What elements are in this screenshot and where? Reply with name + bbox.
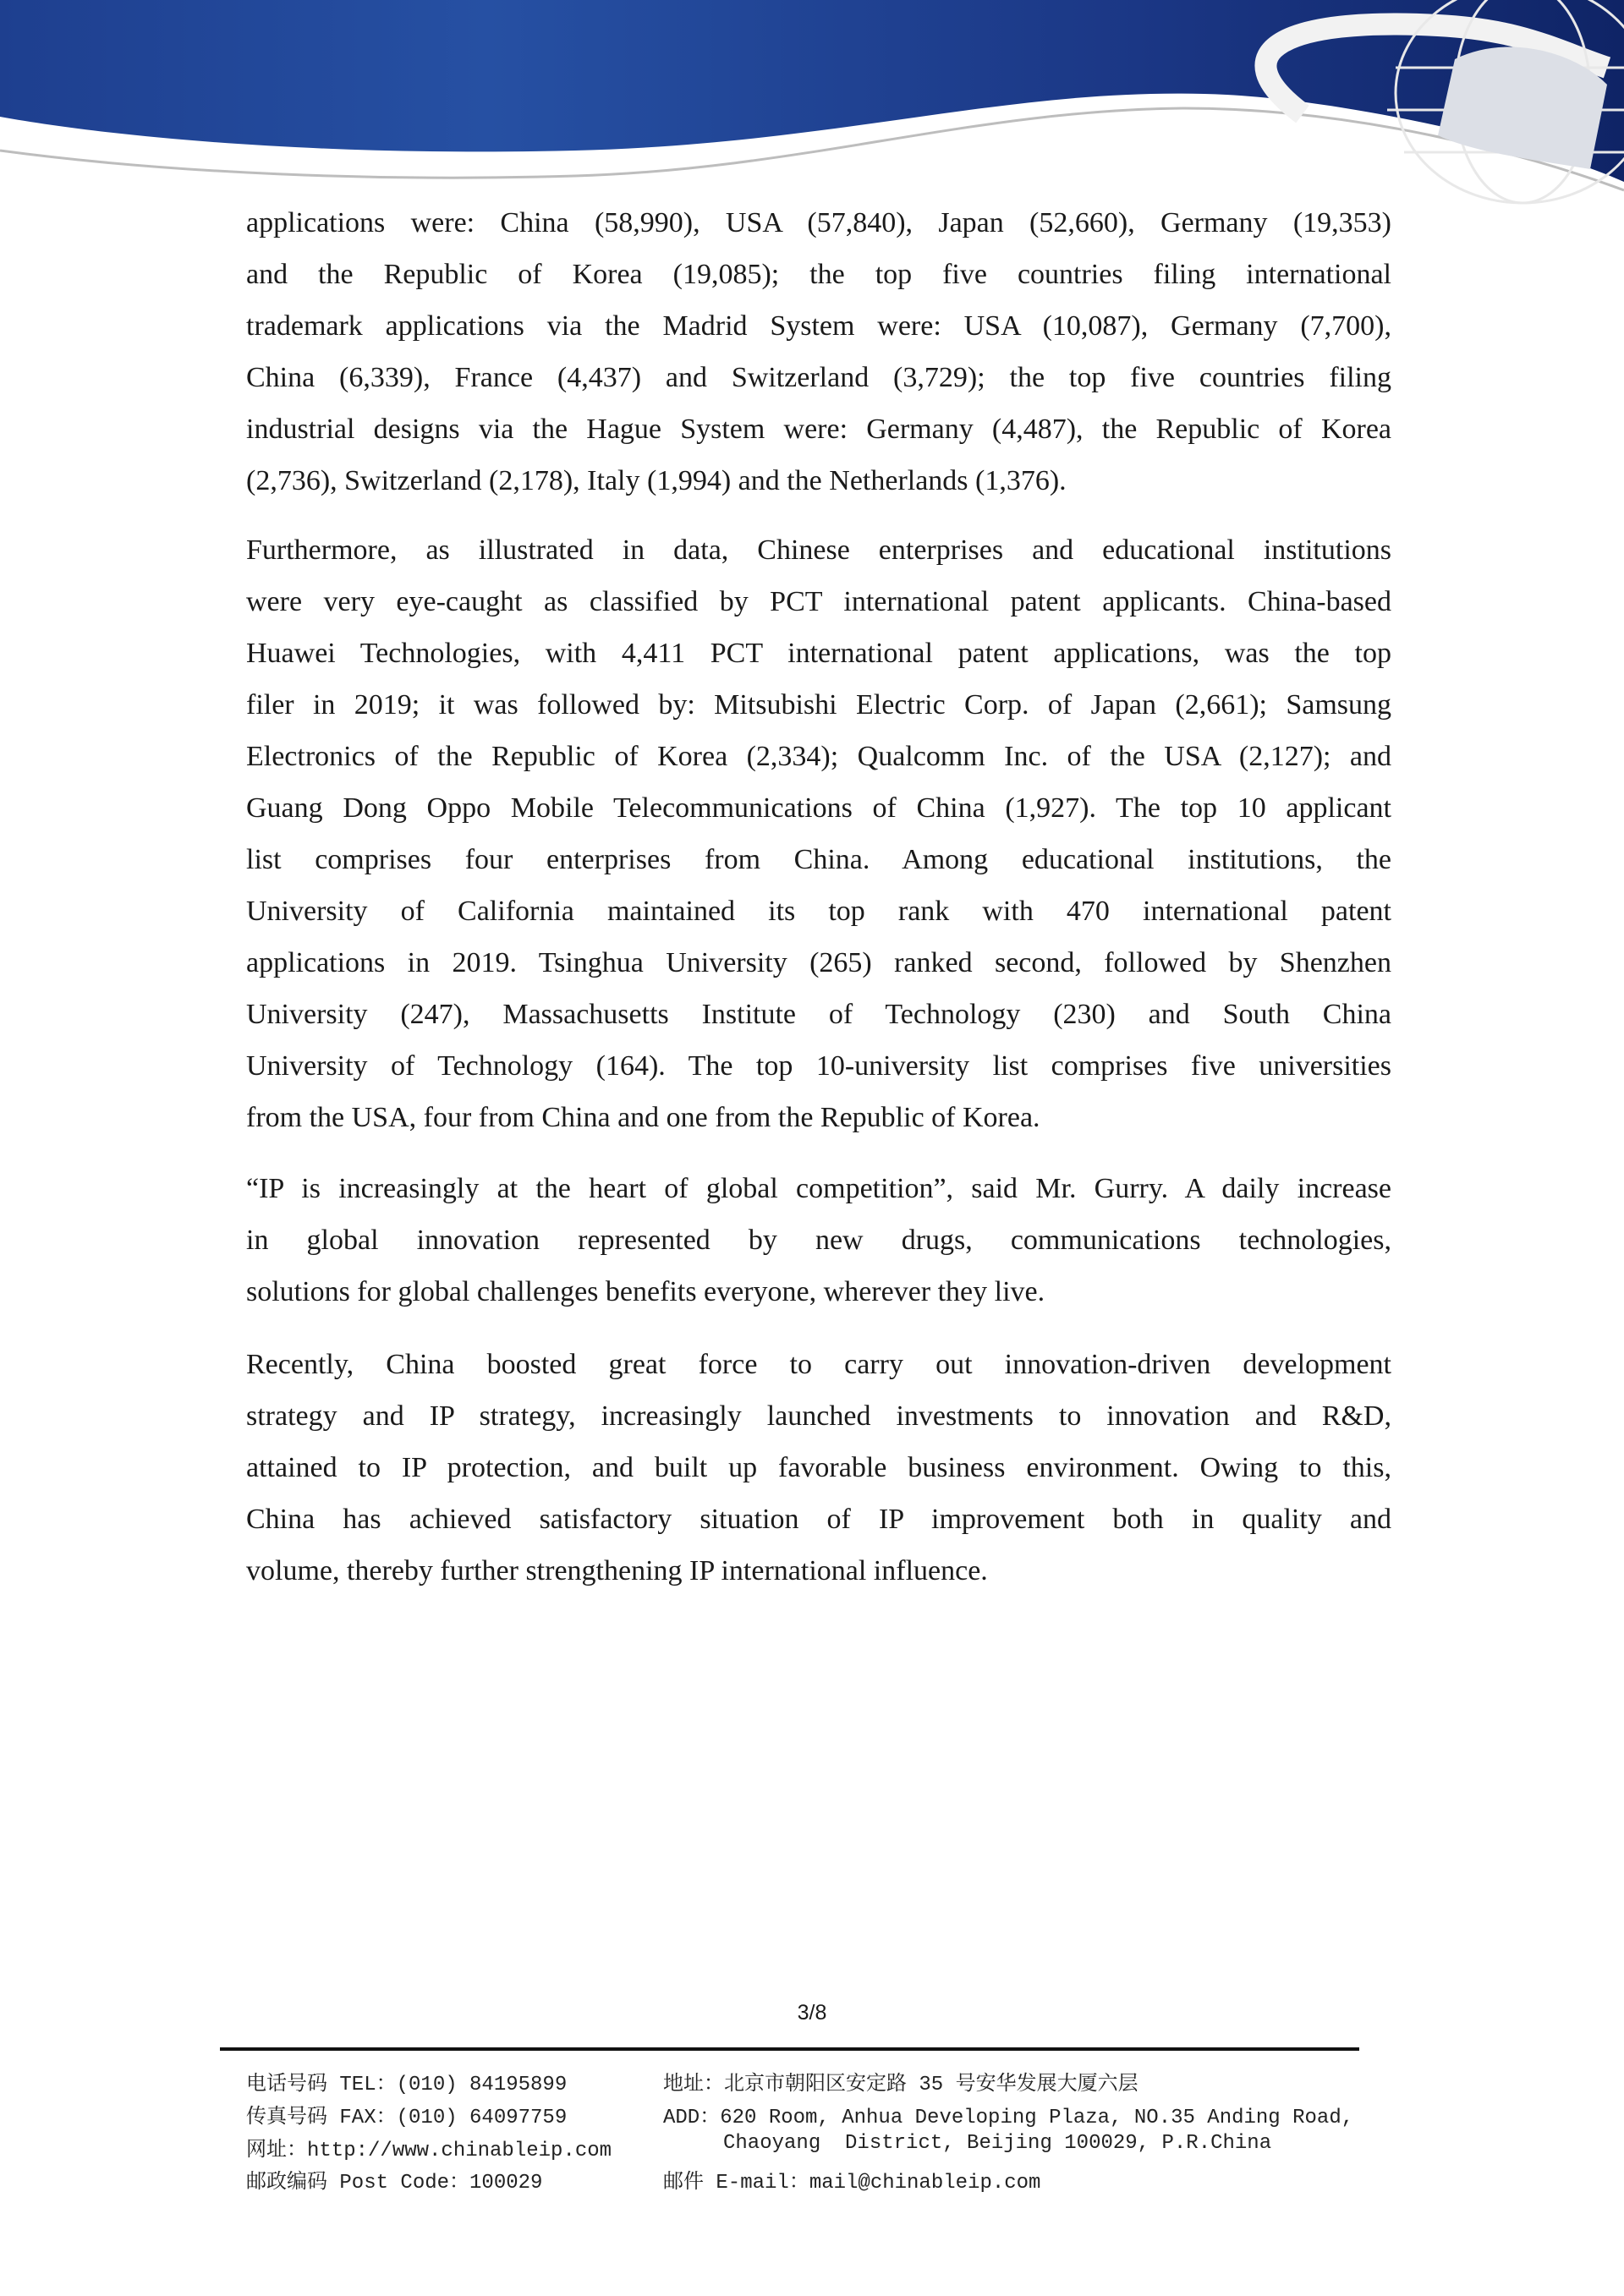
text-line: China has achieved satisfactory situation of IP improvement both in quality and: [246, 1504, 1391, 1535]
paragraph: [246, 524, 1391, 1143]
text-line: filer in 2019; it was followed by: Mitsubishi Electric Corp. of Japan (2,661); Samsung: [246, 689, 1391, 721]
footer-divider: [220, 2047, 1359, 2051]
text-line: strategy and IP strategy, increasingly launched investments to innovation and R&D,: [246, 1400, 1391, 1432]
text-line: list comprises four enterprises from China. Among educational institutions, the: [246, 844, 1391, 875]
text-line: University of California maintained its top rank with 470 international patent: [246, 896, 1391, 927]
footer-address-en-2: Chaoyang District, Beijing 100029, P.R.China: [723, 2132, 1272, 2155]
text-line: industrial designs via the Hague System were: Germany (4,487), the Republic of Korea: [246, 414, 1391, 445]
footer-fax: 传真号码 FAX：(010) 64097759: [246, 2107, 568, 2129]
text-line: (2,736), Switzerland (2,178), Italy (1,994) and the Netherlands (1,376).: [246, 465, 1067, 496]
header-banner: [0, 0, 1624, 220]
paragraph: [246, 1163, 1391, 1318]
page-number: 3/8: [797, 2001, 827, 2025]
text-line: trademark applications via the Madrid System were: USA (10,087), Germany (7,700),: [246, 310, 1391, 342]
text-line: University (247), Massachusetts Institute of Technology (230) and South China: [246, 999, 1391, 1030]
footer-tel: 电话号码 TEL：(010) 84195899: [246, 2074, 568, 2096]
text-line: University of Technology (164). The top 10-university list comprises five universities: [246, 1050, 1391, 1082]
text-line: Guang Dong Oppo Mobile Telecommunications of China (1,927). The top 10 applicant: [246, 792, 1391, 824]
footer-email[interactable]: 邮件 E-mail：mail@chinableip.com: [663, 2172, 1041, 2195]
text-line: Recently, China boosted great force to carry out innovation-driven development: [246, 1349, 1391, 1380]
text-line: Huawei Technologies, with 4,411 PCT international patent applications, was the top: [246, 638, 1391, 669]
text-line: China (6,339), France (4,437) and Switzerland (3,729); the top five countries filing: [246, 362, 1391, 393]
text-line: applications were: China (58,990), USA (57,840), Japan (52,660), Germany (19,353): [246, 207, 1391, 238]
paragraph: [246, 1339, 1391, 1597]
footer-postcode: 邮政编码 Post Code：100029: [246, 2172, 543, 2195]
text-line: Furthermore, as illustrated in data, Chinese enterprises and educational institutions: [246, 534, 1391, 566]
footer-address-cn: 地址：北京市朝阳区安定路 35 号安华发展大厦六层: [663, 2074, 1138, 2096]
text-line: in global innovation represented by new drugs, communications technologies,: [246, 1225, 1391, 1256]
paragraph: [246, 197, 1391, 507]
footer-address-en: ADD：620 Room, Anhua Developing Plaza, NO.35 Anding Road,: [663, 2107, 1354, 2129]
text-line: attained to IP protection, and built up favorable business environment. Owing to this,: [246, 1452, 1391, 1483]
footer-website[interactable]: 网址：http://www.chinableip.com: [246, 2140, 612, 2162]
text-line: and the Republic of Korea (19,085); the top five countries filing international: [246, 259, 1391, 290]
text-line: from the USA, four from China and one from the Republic of Korea.: [246, 1102, 1040, 1133]
text-line: solutions for global challenges benefits everyone, wherever they live.: [246, 1276, 1045, 1307]
text-line: Electronics of the Republic of Korea (2,334); Qualcomm Inc. of the USA (2,127); and: [246, 741, 1391, 772]
text-line: were very eye-caught as classified by PCT international patent applicants. China-based: [246, 586, 1391, 617]
text-line: applications in 2019. Tsinghua University (265) ranked second, followed by Shenzhen: [246, 947, 1391, 978]
text-line: volume, thereby further strengthening IP international influence.: [246, 1555, 988, 1586]
text-line: “IP is increasingly at the heart of global competition”, said Mr. Gurry. A daily increase: [246, 1173, 1391, 1204]
